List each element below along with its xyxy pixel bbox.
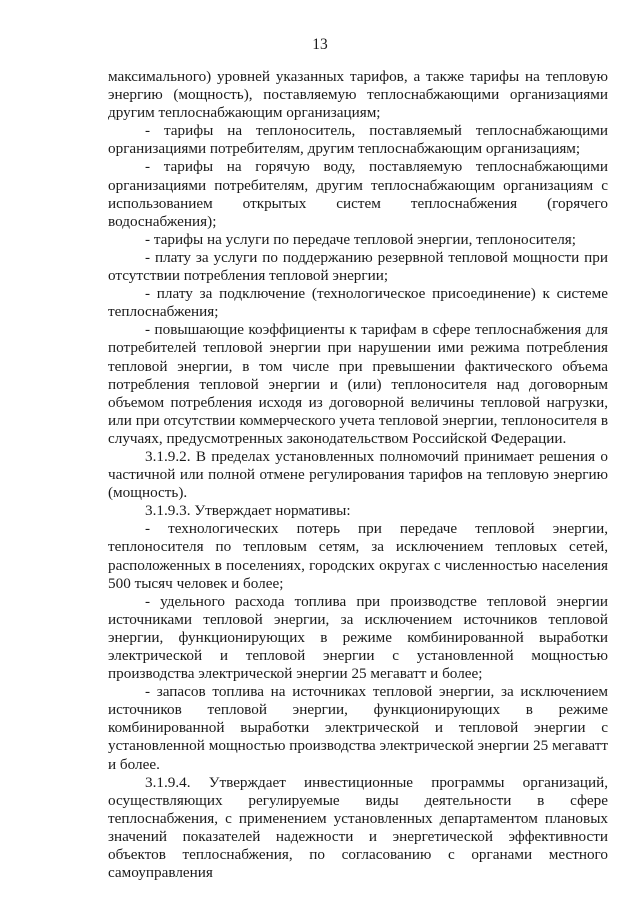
document-body	[108, 68, 608, 882]
paragraph: - плату за услуги по поддержанию резервной тепловой мощности при отсутствии потребления тепловой энергии;	[108, 248, 608, 285]
paragraph: - тарифы на теплоноситель, поставляемый теплоснабжающими организациями потребителям, другим теплоснабжающим организациям;	[108, 122, 608, 158]
paragraph: - повышающие коэффициенты к тарифам в сфере теплоснабжения для потребителей тепловой энергии при нарушении ими режима потребления тепловой энергии, в том числе при превышении фактического объема потребления тепловой энергии и (или) теплоносителя над договорным объемом потребления исходя из договорной величины тепловой нагрузки, или при отсутствии коммерческого учета тепловой энергии, теплоносителя в случаях, предусмотренных законодательством Российской Федерации.	[108, 321, 608, 447]
paragraph: - технологических потерь при передаче тепловой энергии, теплоносителя по тепловым сетям, за исключением тепловых сетей, расположенных в поселениях, городских округах с численностью населения 500 тысяч человек и более;	[108, 520, 608, 592]
paragraph: 3.1.9.4. Утверждает инвестиционные программы организаций, осуществляющих регулируемые виды деятельности в сфере теплоснабжения, с применением установленных департаментом плановых значений показателей надежности и энергетической эффективности объектов теплоснабжения, по согласованию с органами местного самоуправления	[108, 773, 608, 882]
page-number: 13	[312, 36, 328, 53]
paragraph: 3.1.9.3. Утверждает нормативы:	[145, 502, 351, 520]
paragraph: - плату за подключение (технологическое присоединение) к системе теплоснабжения;	[108, 285, 608, 321]
paragraph: - тарифы на горячую воду, поставляемую теплоснабжающими организациями потребителям, другим теплоснабжающим организациям с использованием открытых систем теплоснабжения (горячего водоснабжения);	[108, 158, 608, 230]
paragraph: 3.1.9.2. В пределах установленных полномочий принимает решения о частичной или полной отмене регулирования тарифов на тепловую энергию (мощность).	[108, 447, 608, 502]
paragraph: - тарифы на услуги по передаче тепловой энергии, теплоносителя;	[145, 230, 576, 248]
paragraph: - удельного расхода топлива при производстве тепловой энергии источниками тепловой энергии, за исключением источников тепловой энергии, функционирующих в режиме комбинированной выработки электрической и тепловой энергии с установленной мощностью производства электрической энергии 25 мегаватт и более;	[108, 592, 608, 683]
paragraph: - запасов топлива на источниках тепловой энергии, за исключением источников тепловой энергии, функционирующих в режиме комбинированной выработки электрической и тепловой энергии с установленной мощностью производства электрической энергии 25 мегаватт и более.	[108, 683, 608, 773]
paragraph: максимального) уровней указанных тарифов, а также тарифы на тепловую энергию (мощность), поставляемую теплоснабжающими организациями другим теплоснабжающим организациям;	[108, 68, 608, 122]
